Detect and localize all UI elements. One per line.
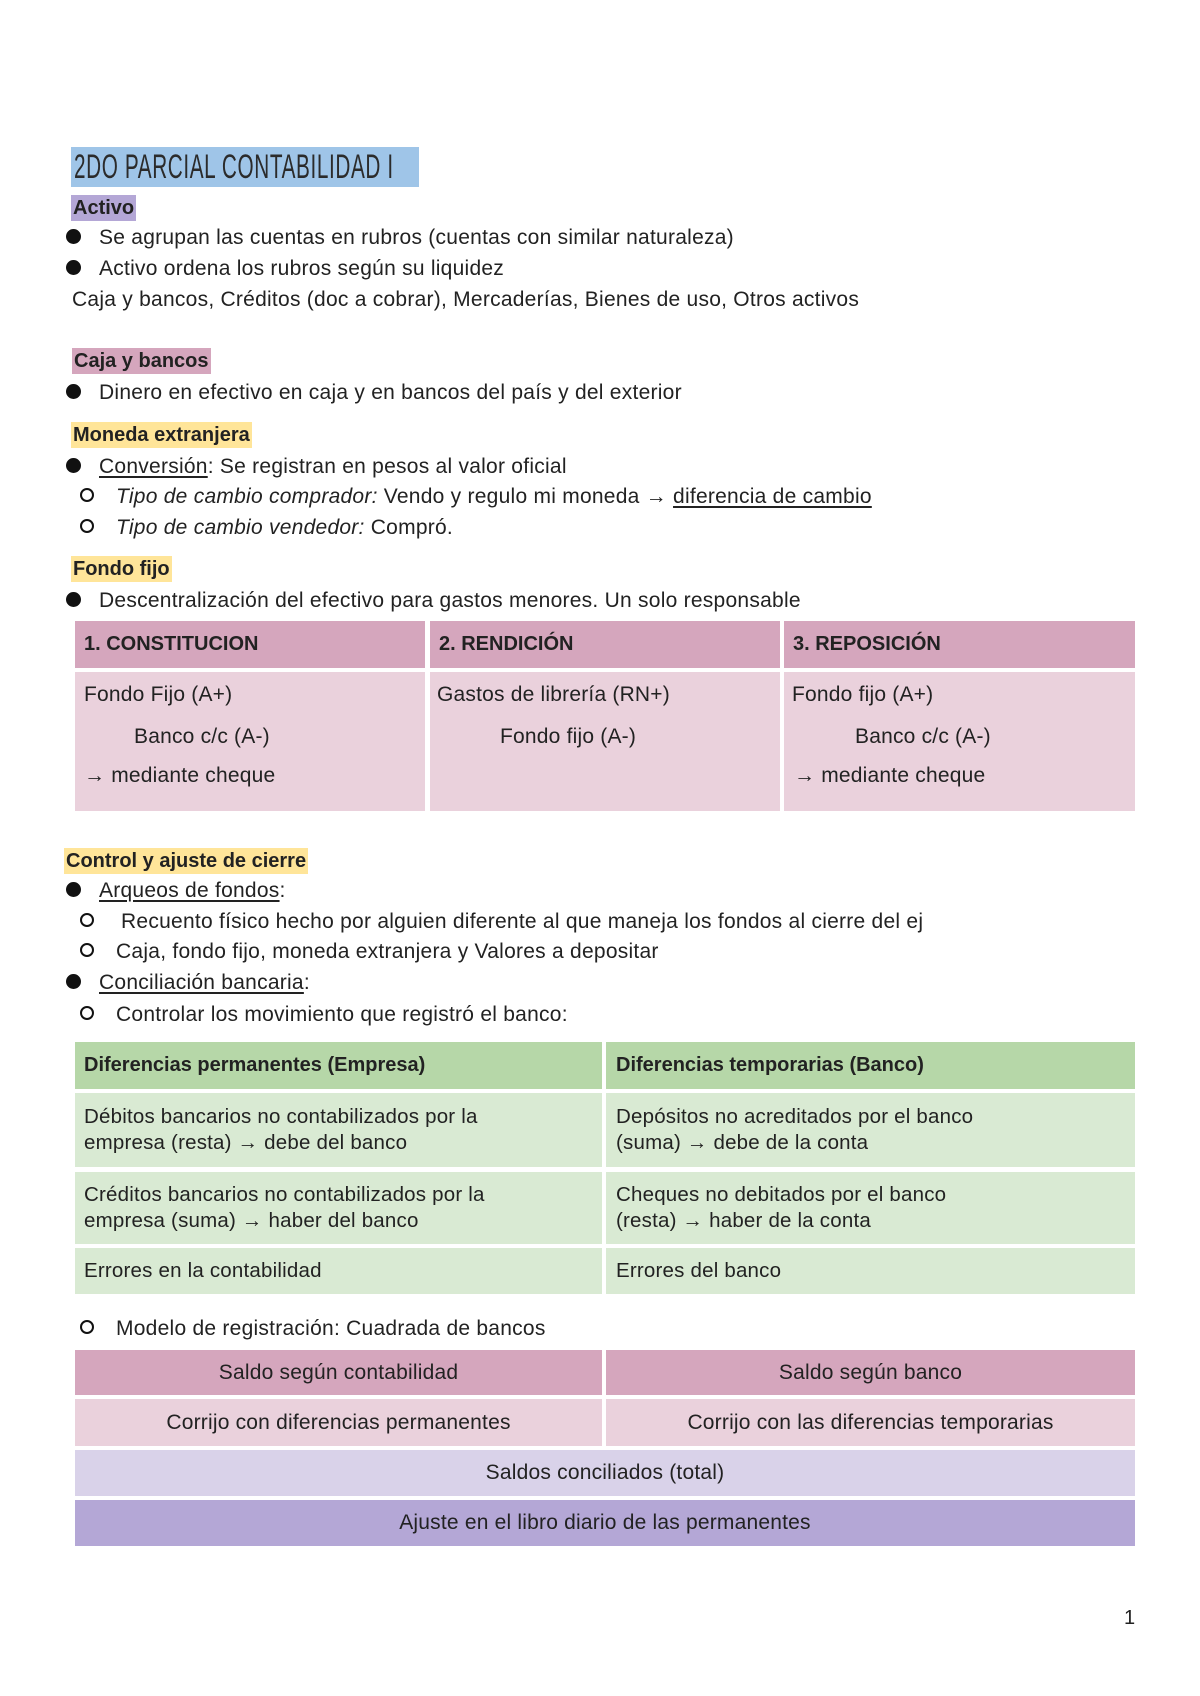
arqueos-term: Arqueos de fondos xyxy=(99,879,280,902)
subbullet-text: Modelo de registración: Cuadrada de bancos xyxy=(116,1317,546,1340)
header-label: 3. REPOSICIÓN xyxy=(793,633,941,655)
cell-line: Débitos bancarios no contabilizados por la xyxy=(84,1105,478,1128)
table-cell xyxy=(606,1172,1135,1244)
table-cell: Corrijo con las diferencias temporarias xyxy=(606,1399,1135,1446)
page-title: 2DO PARCIAL CONTABILIDAD I xyxy=(74,148,394,186)
vendedor-subbullet xyxy=(80,513,453,543)
table-cell xyxy=(75,1172,602,1244)
cell-line: Banco c/c (A-) xyxy=(855,725,991,748)
bullet-text: Activo ordena los rubros según su liquidez xyxy=(99,257,505,280)
circle-bullet xyxy=(80,1320,94,1334)
arqueos-subbullet-1 xyxy=(80,907,923,937)
moneda-heading: Moneda extranjera xyxy=(73,424,250,447)
table-cell: Saldos conciliados (total) xyxy=(75,1450,1135,1496)
bullet-text: Descentralización del efectivo para gastos menores. Un solo responsable xyxy=(99,589,801,612)
vendedor-text: Compró. xyxy=(364,516,453,539)
comprador-subbullet xyxy=(80,482,872,512)
activo-rubros-line: Caja y bancos, Créditos (doc a cobrar), Mercaderías, Bienes de uso, Otros activos xyxy=(72,288,860,311)
cell-line: Fondo fijo (A+) xyxy=(792,683,934,706)
table-cell xyxy=(606,1093,1135,1167)
page-number: 1 xyxy=(1124,1607,1136,1629)
control-heading: Control y ajuste de cierre xyxy=(66,850,307,873)
table-header-cell xyxy=(75,1042,602,1089)
table-cell: Saldo según contabilidad xyxy=(75,1350,602,1395)
table-cell xyxy=(75,1093,602,1167)
bullet-dot xyxy=(66,260,81,275)
cell-line: Cheques no debitados por el banco xyxy=(616,1183,947,1206)
cell-line: Errores en la contabilidad xyxy=(84,1259,322,1282)
circle-bullet xyxy=(80,913,94,927)
cell-line: → mediante cheque xyxy=(84,764,276,787)
header-label: Diferencias permanentes (Empresa) xyxy=(84,1054,426,1076)
cell-line: → mediante cheque xyxy=(794,764,986,787)
circle-bullet xyxy=(80,488,94,502)
page-title-highlight xyxy=(71,147,419,187)
caja-heading-line xyxy=(72,346,211,376)
bullet-dot xyxy=(66,458,81,473)
circle-bullet xyxy=(80,1006,94,1020)
conversion-bullet xyxy=(66,452,567,482)
fondo-heading-line xyxy=(71,554,172,584)
circle-bullet xyxy=(80,519,94,533)
bullet-dot xyxy=(66,974,81,989)
cell-line: Fondo Fijo (A+) xyxy=(84,683,233,706)
bullet-dot xyxy=(66,384,81,399)
conversion-text: : Se registran en pesos al valor oficial xyxy=(207,455,567,478)
fondo-bullet xyxy=(66,586,801,616)
bullet-text: Se agrupan las cuentas en rubros (cuentas con similar naturaleza) xyxy=(99,226,734,249)
cell-line: empresa (suma) → haber del banco xyxy=(84,1209,419,1232)
cell-line: Banco c/c (A-) xyxy=(134,725,270,748)
comprador-text: Vendo y regulo mi moneda → xyxy=(377,485,674,508)
circle-bullet xyxy=(80,943,94,957)
header-label: 1. CONSTITUCION xyxy=(84,633,259,655)
bullet-dot xyxy=(66,592,81,607)
table-cell xyxy=(75,1248,602,1294)
cell-line: Créditos bancarios no contabilizados por la xyxy=(84,1183,485,1206)
table-header-cell xyxy=(606,1042,1135,1089)
comprador-term: Tipo de cambio comprador: xyxy=(116,485,378,508)
bullet-dot xyxy=(66,882,81,897)
table-cell xyxy=(606,1248,1135,1294)
modelo-subbullet xyxy=(80,1314,546,1344)
control-heading-line xyxy=(64,846,308,876)
fondo-heading: Fondo fijo xyxy=(73,558,170,581)
cell-line: Errores del banco xyxy=(616,1259,782,1282)
cell-line: Fondo fijo (A-) xyxy=(500,725,637,748)
table-cell: Ajuste en el libro diario de las permanentes xyxy=(75,1500,1135,1546)
activo-bullet-2 xyxy=(66,254,504,284)
activo-heading-line xyxy=(71,193,136,223)
cell-line: (suma) → debe de la conta xyxy=(616,1131,869,1154)
table-header-cell xyxy=(75,621,425,668)
header-label: Diferencias temporarias (Banco) xyxy=(616,1054,924,1076)
arqueos-bullet xyxy=(66,876,286,906)
header-label: 2. RENDICIÓN xyxy=(439,633,574,655)
conciliacion-subbullet xyxy=(80,1000,568,1030)
moneda-heading-line xyxy=(71,420,252,450)
caja-heading: Caja y bancos xyxy=(74,350,209,373)
subbullet-text: Caja, fondo fijo, moneda extranjera y Valores a depositar xyxy=(116,940,659,963)
table-header-cell xyxy=(430,621,780,668)
cell-line: empresa (resta) → debe del banco xyxy=(84,1131,408,1154)
bullet-dot xyxy=(66,229,81,244)
table-cell xyxy=(75,672,425,811)
bullet-text: Dinero en efectivo en caja y en bancos del país y del exterior xyxy=(99,381,682,404)
subbullet-text: Controlar los movimiento que registró el banco: xyxy=(116,1003,568,1026)
cell-line: (resta) → haber de la conta xyxy=(616,1209,871,1232)
table-cell xyxy=(784,672,1135,811)
cell-line: Depósitos no acreditados por el banco xyxy=(616,1105,974,1128)
conciliacion-colon: : xyxy=(303,971,310,994)
table-cell: Corrijo con diferencias permanentes xyxy=(75,1399,602,1446)
cell-line: Gastos de librería (RN+) xyxy=(437,683,670,706)
conciliacion-bullet xyxy=(66,968,310,998)
conversion-term: Conversión xyxy=(99,455,208,478)
table-header-cell xyxy=(784,621,1135,668)
arqueos-colon: : xyxy=(279,879,286,902)
activo-bullet-1 xyxy=(66,223,734,253)
subbullet-text: Recuento físico hecho por alguien diferente al que maneja los fondos al cierre del ej xyxy=(121,910,924,933)
arqueos-subbullet-2 xyxy=(80,937,659,967)
activo-heading: Activo xyxy=(73,197,135,220)
vendedor-term: Tipo de cambio vendedor: xyxy=(116,516,365,539)
caja-bullet xyxy=(66,378,682,408)
table-cell: Saldo según banco xyxy=(606,1350,1135,1395)
diferencia-de-cambio: diferencia de cambio xyxy=(673,485,872,508)
conciliacion-term: Conciliación bancaria xyxy=(99,971,304,994)
table-cell xyxy=(430,672,780,811)
